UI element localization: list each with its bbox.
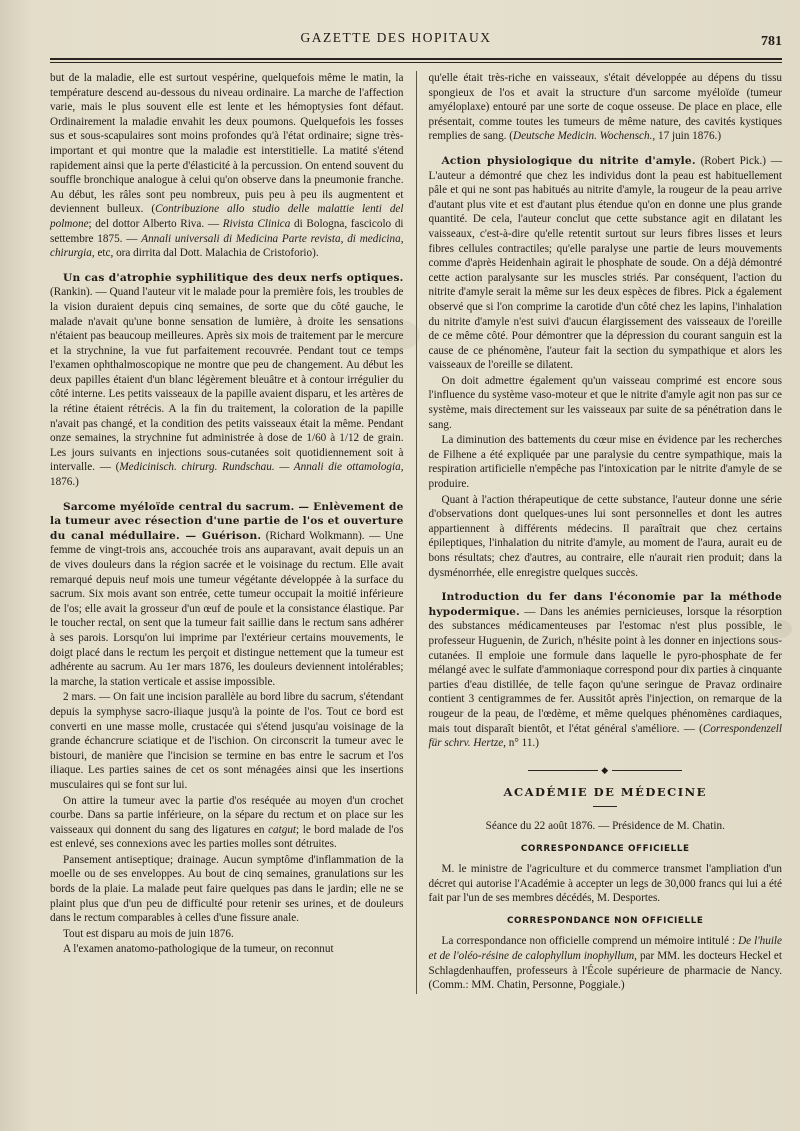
article-sarcome: [50, 500, 404, 690]
text: n° 11.): [505, 737, 539, 750]
paragraph: Pansement antiseptique; drainage. Aucun symptôme d'inflammation de la moelle ou de ses enveloppes. Au bout de cinq semaines, granulations sur les bords de la plaie. La malade peut faire quelques pas dans le jardin; elle ne se plaint plus que d'un peu de difficulté pour retenir ses urines, et de douleurs dans le rectum comparables à celles d'une fissure anale.: [50, 853, 404, 925]
paper-stain: [770, 620, 792, 638]
running-title: GAZETTE DES HOPITAUX: [300, 30, 492, 45]
header-rule-thin: [50, 62, 782, 63]
page-number: 781: [761, 34, 782, 49]
paragraph: [429, 71, 783, 144]
paragraph: On doit admettre également qu'un vaisseau comprimé est encore sous l'influence du système vaso-moteur et que le nitrite d'amyle agit non pas sur ce système, mais directement sur les vaisseaux par suite de sa pénétration dans le sang.: [428, 374, 783, 431]
paragraph: La diminution des battements du cœur mise en évidence par les recherches de Filhene a été expliquée par une paralysie du centre sympathique, mais la respiration artificielle n'empêche pas l'intoxication par le nitrite d'amyle de se produire.: [428, 434, 783, 491]
text: — Dans les anémies pernicieuses, lorsque la résorption des substances médicamenteuses par l'estomac n'est plus possible, le professeur Huguenin, de Zurich, n'hésite point à les donner en injections sous-cutanées. Il emploie une formule dans laquelle le pyro-phosphate de fer mélangé avec le sulfate d'ammoniaque correspond pour dix parties à cinquante parties d'eau distillée, de telle façon qu'une seringue de Pravaz ordinaire contient 3 centigrammes de fer. Aussitôt après l'injection, on remarque de la rougeur de la peau, de l'œdème, et même quelques phénomènes cardiaques, mais tout disparaît bientôt, et l'état général s'améliore. — (: [428, 605, 783, 735]
right-column: [429, 71, 783, 994]
paragraph: [429, 934, 783, 992]
column-divider: [416, 71, 417, 994]
paragraph: [50, 794, 404, 852]
text: La correspondance non officielle comprend un mémoire intitulé :: [441, 935, 739, 948]
text: 17 juin 1876.): [655, 130, 722, 143]
paragraph: Tout est disparu au mois de juin 1876.: [63, 927, 234, 940]
italic-term: catgut: [268, 823, 297, 836]
text: etc, ora dirrita dal Dott. Malachia de Cristoforio).: [94, 247, 319, 260]
text: ; le bord malade de l'os est enlevé, ses connexions avec les parties molles sont détruites.: [50, 823, 404, 851]
article-title: Action physiologique du nitrite d'amyle.: [441, 154, 696, 167]
citation: Correspondenzell für schrv. Hertze,: [428, 722, 783, 750]
text: di Bologna, fascicolo di settembre 1875. —: [50, 217, 404, 245]
citation: Medicinisch. chirurg. Rundschau. — Annali die ottamologia,: [119, 461, 404, 474]
text-columns: [50, 71, 782, 994]
subheading-unofficial: CORRESPONDANCE NON OFFICIELLE: [507, 915, 704, 926]
section-separator: ◆: [429, 763, 783, 778]
article-title: Introduction du fer dans l'économie par la méthode hypodermique.: [428, 591, 783, 618]
article-fer: [429, 590, 783, 751]
paragraph: A l'examen anatomo-pathologique de la tumeur, on reconnut: [63, 943, 334, 956]
article-title: Un cas d'atrophie syphilitique des deux nerfs optiques.: [63, 271, 404, 284]
article-atrophie: [50, 271, 404, 490]
memoir-title: De l'huile et de l'oléo-résine de calophyllum inophyllum: [428, 935, 783, 963]
article-title: Sarcome myéloïde central du sacrum. — Enlèvement de la tumeur avec résection d'une partie de l'os et ouverture du canal médullaire. — Guérison.: [50, 500, 404, 542]
text: 1876.): [50, 476, 79, 489]
page-header: [50, 30, 782, 58]
paragraph: 2 mars. — On fait une incision parallèle au bord libre du sacrum, s'étendant depuis la symphyse sacro-iliaque jusqu'à la pointe de l'os. Tout ce bord est converti en une masse molle, crustacée qui s'étend jusqu'au voisinage de la grande échancrure sciatique et de l'ischion. On circonscrit la tumeur avec le bistouri, de manière que l'incision se termine en bas entre le sacrum et l'os iliaque. Les parties saines de cet os sont ménagées ainsi que les insertions musculaires qui se font sur lui.: [50, 691, 404, 791]
paragraph: [50, 71, 404, 261]
paragraph: M. le ministre de l'agriculture et du commerce transmet l'ampliation d'un décret qui autorise l'Académie à accepter un legs de 30,000 francs qui lui a été fait par l'un de ses membres décédés, M. Desportes.: [428, 863, 783, 905]
header-rule: [50, 58, 782, 60]
seance-line: Séance du 22 août 1876. — Présidence de M. Chatin.: [485, 819, 725, 832]
citation: Annali universali di Medicina Parte revista, di medicina, chirurgia,: [50, 232, 404, 260]
paper-stain: [380, 320, 420, 350]
text: (Richard Wolkmann). — Une femme de vingt-trois ans, accouchée trois ans auparavant, avait depuis un an de vives douleurs dans la région sacrée et le voisinage du rectum. Elle avait remarqué depuis neuf mois une tumeur végétante développée à la surface du sacrum. Six mois avant son entrée, cette tumeur occupait la moitié inférieure de l'os; elle avait la grosseur d'un œuf de poule et la consistance élastique. Par le toucher rectal, on sent que la tumeur fait saillie dans le rectum sans adhérer à ses parois. Lorsqu'on lui imprime par l'extérieur certains mouvements, le doigt placé dans le rectum les perçoit et distingue nettement que la tumeur est adhérente au sacrum. Au 1er mars 1876, les douleurs deviennent intolérables; la marche, la station verticale et assise impossible.: [50, 529, 404, 688]
citation: Contribuzione allo studio delle malattie lenti del polmone: [50, 203, 404, 230]
text: (Rankin). — Quand l'auteur vit le malade pour la première fois, les troubles de la vision duraient depuis cinq semaines, de sorte que du côté gauche, le malade n'avait qu'une bonne sensation de lumière, à droite les sensations n'étaient pas beaucoup meilleures. Après six mois de traitement par le mercure et la strychnine, la vue fut parfaitement recouvrée. Pendant tout ce temps l'examen ophthalmoscopique ne montre que peu de changement. Au début les deux papilles étaient d'un blanc légèrement bleuâtre et à contour irrégulier du côté interne. Les petits vaisseaux de la papille avaient disparu, et les artères de la rétine étaient rétrécis. A la fin du traitement, la coloration de la papille n'avait pas changé, et la condition des petits vaisseaux était la même. Pendant onze semaines, la strychnine fut administrée à dose de 1/60 à 1/12 de grain. Les jours suivants en injections sous-cutanées soit quotidiennement soit à intervalle. — (: [50, 286, 404, 474]
citation: Rivista Clinica: [222, 217, 291, 230]
left-column: [50, 71, 404, 994]
text: ; del dottor Alberto Riva. —: [88, 217, 223, 230]
subheading-official: CORRESPONDANCE OFFICIELLE: [520, 843, 690, 854]
section-rule: [593, 806, 617, 807]
text: but de la maladie, elle est surtout vespérine, quelquefois même le matin, la température descend au-dessous du niveau ordinaire. La marche de l'affection varie, mais le plus souvent elle est lente et les hémoptysies font défaut. Ordinairement la maladie envahit les deux poumons. Quelquefois les fosses sus et sous-scapulaires sont moins profondes qu'à l'état ordinaire; signe très-important et qui montre que la maladie est interstitielle. La matité s'étend rapidement ainsi que la perte d'élasticité à la percussion. On entend souvent du souffle bronchique analogue à celui qu'on observe dans la pneumonie franche. Au début, les râles sont peu nombreux, puis peu à peu ils augmentent et deviennent bulleux. (: [50, 72, 404, 216]
section-title: ACADÉMIE DE MÉDECINE: [503, 785, 707, 800]
article-nitrite: [429, 154, 783, 373]
paragraph: Quant à l'action thérapeutique de cette substance, l'auteur donne une série d'observations dont quelques-unes lui sont personnelles et dont les autres appartiennent à différents médecins. Il paraîtrait que chez certains épileptiques, l'inhalation du nitrite d'amyle, au moment de l'aura, aurait eu de bons résultats; chez d'autres, au contraire, elle n'aurait rien produit; dans la dysménorrhée, elle enregistre quelques succès.: [428, 493, 783, 579]
citation: Deutsche Medicin. Wochensch.,: [513, 130, 656, 143]
text: , par MM. les docteurs Heckel et Schlagdenhauffen, professeurs à l'École supérieure de pharmacie de Nancy. (Comm.: MM. Chatin, Personne, Poggiale.): [428, 950, 783, 992]
text: qu'elle était très-riche en vaisseaux, s'était développée au dépens du tissu spongieux de l'os et avait la structure d'un sarcome myéloïde (tumeur amyéloplaxe) entouré par une sorte de coque osseuse. De place en place, elle présentait, comme toutes les tumeurs de même nature, des cavités kystiques remplies de sang. (: [428, 72, 783, 143]
text: On attire la tumeur avec la partie d'os reséquée au moyen d'un crochet courbe. Dans sa partie inférieure, on la sépare du rectum et on place sur les vaisseaux qui donnent du sang des ligatures en: [50, 794, 404, 836]
text: (Robert Pick.) — L'auteur a démontré que chez les individus dont la peau est habituellement pâle et qui ne sont pas habitués au nitrite d'amyle, la rougeur de la peau arrive d'autant plus vite et est d'autant plus étendue qu'on en donne une plus grande quantité. De cela, l'auteur conclut que cette substance agit en dilatant les vaisseaux, c'est-à-dire qu'elle retentit surtout sur leurs fibres lisses et leurs fibres cellules contractiles; qu'elle paralyse une partie de leurs mouvements comme d'après Heidenhain agirait le phosphate de soude. On a déjà démontré cette action paralysante sur les muscles striés. Par conséquent, l'action du nitrite d'amyle serait la même sur les deux espèces de fibres. Pick a également observé que si l'on comprime la carotide d'un côté chez les lapins, l'inhalation du nitrite d'amyle n'est suivi d'aucun élargissement des vaisseaux de l'oreille de ce même côté. Pour démontrer que la dépression du courant sanguin est la cause de ce phénomène, l'auteur fait la section du sympathique et alors les vaisseaux de l'oreille se dilatent.: [428, 154, 783, 372]
